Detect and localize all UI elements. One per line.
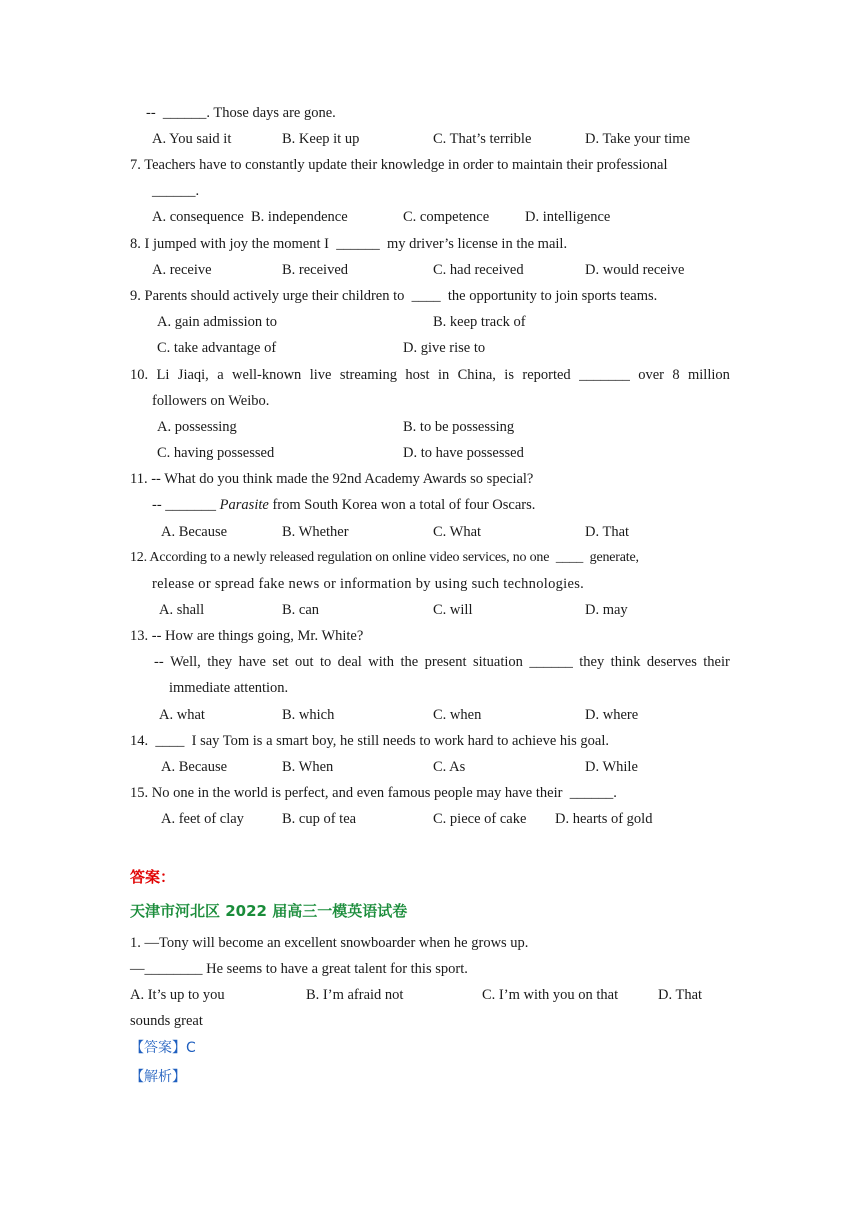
q12-option-a: A. shall — [159, 602, 205, 618]
q9-option-c: C. take advantage of — [157, 340, 277, 356]
q11-option-a: A. Because — [161, 524, 228, 540]
q13-blank: ______ — [529, 654, 573, 670]
q13-word: their — [703, 654, 730, 670]
q10-stem-line2: followers on Weibo. — [152, 393, 270, 409]
q8-option-c: C. had received — [433, 262, 524, 278]
q10-word: over — [638, 367, 664, 383]
q10-word: reported — [522, 367, 571, 383]
q12-stem: 12. According to a newly released regulation on online video services, no one ____ generate, — [130, 550, 639, 565]
q15-option-c: C. piece of cake — [433, 811, 527, 827]
q13-option-d: D. where — [585, 707, 639, 723]
q10-word: Jiaqi, — [177, 367, 209, 383]
q13-word: Well, — [170, 654, 201, 670]
q12-option-c: C. will — [433, 602, 473, 618]
q10-word: streaming — [339, 367, 398, 383]
q11-option-d: D. That — [585, 524, 630, 540]
q10-option-d: D. to have possessed — [403, 445, 524, 461]
q12-option-d: D. may — [585, 602, 628, 618]
q13-word: think — [610, 654, 641, 670]
q11-option-b: B. Whether — [282, 524, 349, 540]
q9-option-a: A. gain admission to — [157, 314, 278, 330]
q8-stem: 8. I jumped with joy the moment I ______ my driver’s license in the mail. — [130, 236, 568, 252]
answer-q1-option-a: A. It’s up to you — [130, 987, 225, 1003]
answer-q1-option-c: C. I’m with you on that — [482, 987, 619, 1003]
q10-word: 10. — [130, 367, 149, 383]
q13-word: they — [207, 654, 233, 670]
q12-option-b: B. can — [282, 602, 320, 618]
q9-option-b: B. keep track of — [433, 314, 526, 330]
q11-reply-suffix: from South Korea won a total of four Oscars. — [268, 497, 536, 513]
q10-word: host — [405, 367, 430, 383]
q13-word: situation — [472, 654, 523, 670]
q13-word: -- — [154, 654, 164, 670]
q10-word: in — [437, 367, 450, 383]
answers-heading: 答案： — [130, 868, 176, 886]
q8-option-a: A. receive — [152, 262, 212, 278]
q10-word: a — [217, 367, 224, 383]
q15-option-d: D. hearts of gold — [555, 811, 653, 827]
q7-stem-line2: ______. — [152, 183, 200, 199]
q10-option-c: C. having possessed — [157, 445, 275, 461]
q13-word: the — [400, 654, 419, 670]
q13-word: with — [368, 654, 395, 670]
q10-blank: _______ — [579, 367, 630, 383]
q15-option-b: B. cup of tea — [282, 811, 357, 827]
q15-option-a: A. feet of clay — [161, 811, 244, 827]
q10-word: Li — [156, 367, 170, 383]
q13-reply-line2: immediate attention. — [169, 680, 289, 696]
answer-q1-option-d-cont: sounds great — [130, 1013, 203, 1029]
q10-word: is — [504, 367, 514, 383]
q9-stem: 9. Parents should actively urge their children to ____ the opportunity to join sports teams. — [130, 288, 658, 304]
q6-option-c: C. That’s terrible — [433, 131, 532, 147]
exam-title: 天津市河北区 2022 届高三一模英语试卷 — [130, 902, 408, 920]
q10-word: China, — [457, 367, 496, 383]
q10-option-a: A. possessing — [157, 419, 237, 435]
q13-word: deserves — [646, 654, 697, 670]
q6-option-b: B. Keep it up — [282, 131, 360, 147]
q14-option-a: A. Because — [161, 759, 228, 775]
answer-label: 【答案】C — [130, 1040, 196, 1056]
q6-reply: -- ______. Those days are gone. — [146, 105, 336, 121]
q10-word: 8 — [672, 367, 680, 383]
q11-reply — [152, 496, 535, 514]
q14-option-c: C. As — [433, 759, 466, 775]
q10-word: well-known — [232, 367, 302, 383]
q8-option-d: D. would receive — [585, 262, 685, 278]
q10-option-b: B. to be possessing — [403, 419, 515, 435]
q11-reply-film-title: Parasite — [219, 497, 269, 513]
q10-stem — [130, 366, 730, 384]
q13-option-c: C. when — [433, 707, 482, 723]
q13-option-b: B. which — [282, 707, 335, 723]
analysis-label: 【解析】 — [130, 1069, 186, 1085]
q9-option-d: D. give rise to — [403, 340, 486, 356]
q6-option-a: A. You said it — [152, 131, 232, 147]
q15-stem: 15. No one in the world is perfect, and even famous people may have their ______. — [130, 785, 617, 801]
q14-option-b: B. When — [282, 759, 334, 775]
answer-q1-reply: —________ He seems to have a great talent for this sport. — [130, 961, 468, 977]
q13-stem: 13. -- How are things going, Mr. White? — [130, 628, 364, 644]
q10-word: million — [688, 367, 730, 383]
q14-stem: 14. ____ I say Tom is a smart boy, he still needs to work hard to achieve his goal. — [130, 733, 610, 749]
q12-stem-line2: release or spread fake news or information by using such technologies. — [152, 576, 585, 592]
q13-word: out — [294, 654, 314, 670]
q13-word: to — [319, 654, 332, 670]
q10-word: live — [309, 367, 332, 383]
answer-q1-option-b: B. I’m afraid not — [306, 987, 404, 1003]
answer-q1-option-d: D. That — [658, 987, 703, 1003]
q13-word: set — [272, 654, 289, 670]
q6-option-d: D. Take your time — [585, 131, 691, 147]
q13-option-a: A. what — [159, 707, 205, 723]
q7-option-a: A. consequence — [152, 209, 244, 225]
q7-option-c: C. competence — [403, 209, 490, 225]
q13-word: present — [424, 654, 467, 670]
answer-q1-stem: 1. —Tony will become an excellent snowboarder when he grows up. — [130, 935, 529, 951]
q11-stem: 11. -- What do you think made the 92nd Academy Awards so special? — [130, 471, 534, 487]
q13-word: deal — [337, 654, 362, 670]
q14-option-d: D. While — [585, 759, 638, 775]
q13-reply — [154, 653, 730, 671]
q7-stem: 7. Teachers have to constantly update their knowledge in order to maintain their professional — [130, 157, 668, 173]
q13-word: have — [238, 654, 266, 670]
q11-reply-prefix: -- _______ — [152, 497, 220, 513]
q13-word: they — [579, 654, 605, 670]
q11-option-c: C. What — [433, 524, 482, 540]
q7-option-d: D. intelligence — [525, 209, 611, 225]
q7-option-b: B. independence — [251, 209, 348, 225]
q8-option-b: B. received — [282, 262, 349, 278]
